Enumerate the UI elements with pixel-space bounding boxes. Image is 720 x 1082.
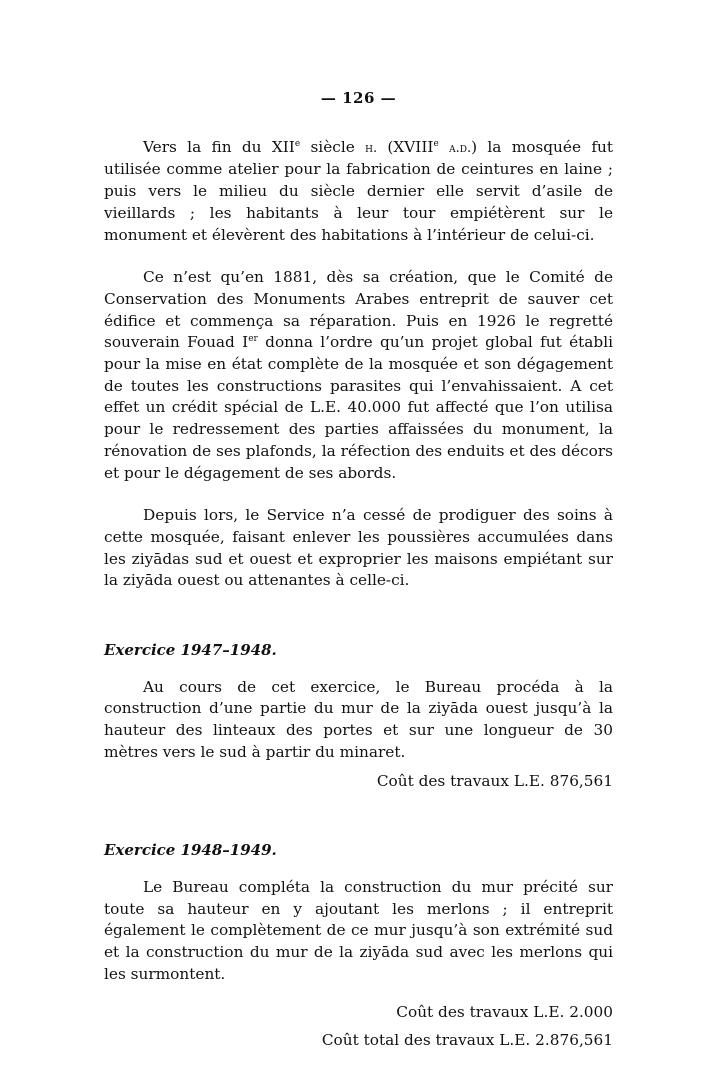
paragraph-maintenance: Depuis lors, le Service n’a cessé de prodiguer des soins à cette mosquée, faisant enlever les poussières accumulées dans les ziyādas sud et ouest et exproprier les maisons empiétant sur la ziyāda ouest ou attenantes à celle-ci. — [104, 506, 613, 590]
section-heading-1947-1948: Exercice 1947–1948. — [104, 641, 277, 660]
cost-total: Coût total des travaux L.E. 2.876,561 — [321, 1031, 613, 1050]
section-text-1947-1948: Au cours de cet exercice, le Bureau procéda à la construction d’une partie du mur de la ziyāda ouest jusqu’à la hauteur des linteaux des portes et sur une longueur de 30 mètres vers le sud à partir du minaret. — [104, 677, 613, 761]
section-text-1948-1949: Le Bureau compléta la construction du mur précité sur toute sa hauteur en y ajoutant les merlons ; il entreprit également le complètement de ce mur jusqu’à son extrémité sud et la construction du mur de la ziyāda sud avec les merlons qui les surmontent. — [104, 877, 613, 983]
cost-1948-1949: Coût des travaux L.E. 2.000 — [396, 1002, 613, 1021]
section-heading-1948-1949: Exercice 1948–1949. — [104, 841, 277, 860]
paragraph-history: Vers la fin du XIIe siècle h. (XVIIIe a.d.) la mosquée fut utilisée comme atelier pour la fabrication de ceintures en laine ; puis vers le milieu du siècle dernier elle servit d’asile de vieillards ; les habitants à leur tour empiétèrent sur le monument et élevèrent des habitations à l’intérieur de celui-ci. — [104, 137, 613, 244]
cost-1947-1948: Coût des travaux L.E. 876,561 — [376, 771, 613, 790]
paragraph-restoration: Ce n’est qu’en 1881, dès sa création, que le Comité de Conservation des Monuments Arabes entreprit de sauver cet édifice et commença sa réparation. Puis en 1926 le regretté souverain Fouad Ier donna l’ordre qu’un projet global fut établi pour la mise en état complète de la mosquée et son dégagement de toutes les constructions parasites qui l’envahissaient. A cet effet un crédit spécial de L.E. 40.000 fut affecté que l’on utilisa pour le redressement des parties affaissées du monument, la rénovation de ses plafonds, la réfection des enduits et des décors et pour le dégagement de ses abords. — [104, 268, 613, 482]
page-number: — 126 — — [320, 89, 397, 107]
document-page — [104, 88, 613, 1052]
